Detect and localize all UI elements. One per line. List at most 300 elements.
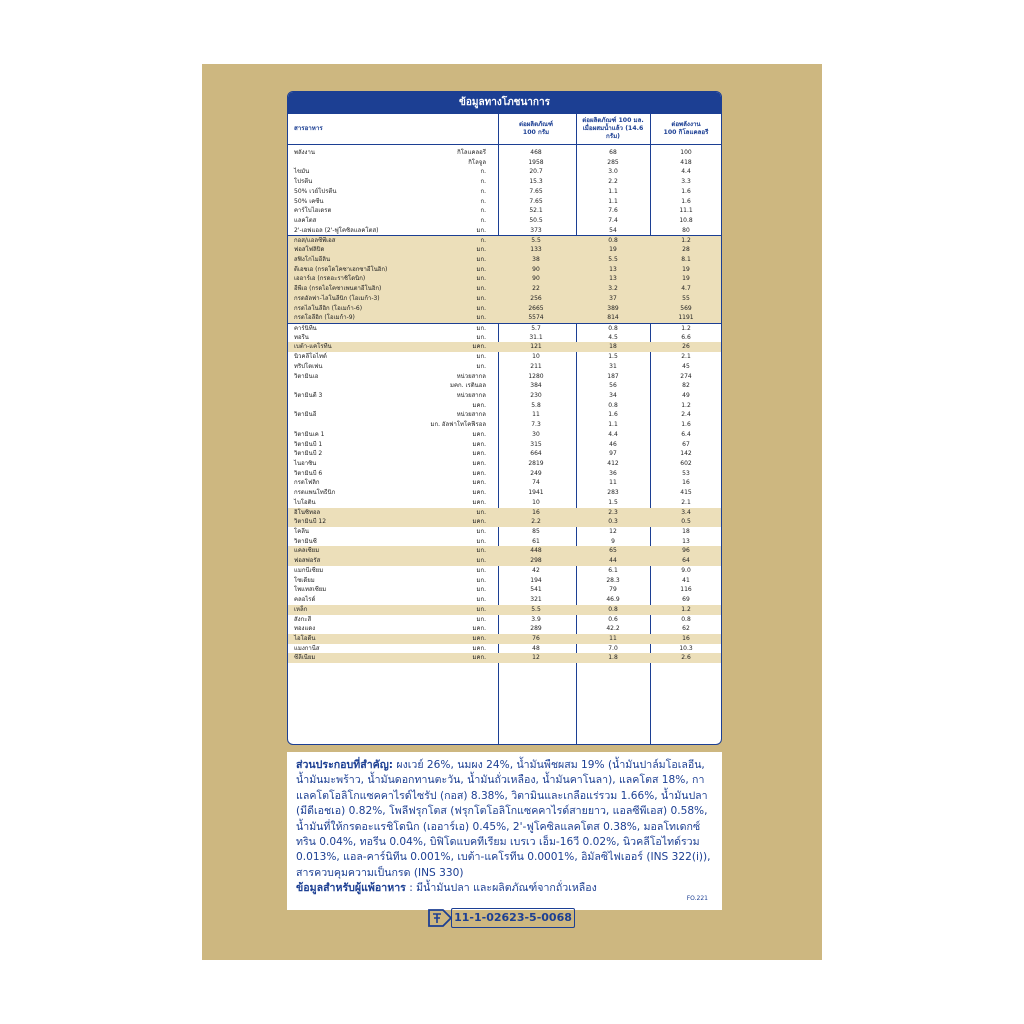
- nutrient-name: กรดอัลฟา-ไลโนลีนิก (โอเมก้า-3): [294, 294, 380, 302]
- nutrient-name: นิวคลีโอไทด์: [294, 353, 327, 361]
- value-per-100g: 256: [530, 294, 542, 302]
- value-per-100ml: 7.6: [608, 207, 618, 215]
- value-per-100g: 11: [532, 411, 540, 419]
- table-row: [288, 216, 721, 226]
- value-per-100g: 90: [532, 275, 540, 283]
- nutrient-name: 2'-เอฟแอล (2'-ฟูโคซิลแลคโตส): [294, 226, 379, 234]
- table-row: [288, 313, 721, 323]
- nutrient-unit: มคก.: [472, 460, 486, 467]
- table-row: [288, 469, 721, 479]
- table-row: [288, 235, 721, 245]
- nutrient-unit: มคก.: [472, 469, 486, 477]
- value-per-100ml: 1.1: [608, 197, 618, 205]
- value-per-100g: 74: [532, 479, 540, 487]
- value-per-100ml: 28.3: [606, 576, 620, 584]
- value-per-100ml: 46.9: [606, 596, 620, 604]
- table-row: [288, 362, 721, 372]
- value-per-100kcal: 4.7: [681, 285, 691, 293]
- table-row: [288, 624, 721, 634]
- value-per-100kcal: 1191: [678, 314, 694, 322]
- value-per-100g: 1941: [528, 489, 544, 497]
- value-per-100g: 5.7: [531, 324, 541, 332]
- nutrient-name: โคลีน: [294, 528, 310, 536]
- value-per-100g: 5.8: [531, 401, 541, 409]
- nutrient-name: กรดแพนโทธีนิก: [294, 489, 336, 497]
- value-per-100kcal: 1.2: [681, 401, 691, 409]
- nutrient-unit: มคก.: [472, 625, 486, 633]
- value-per-100g: 194: [530, 576, 542, 584]
- value-per-100ml: 34: [609, 391, 617, 399]
- value-per-100g: 384: [530, 382, 542, 390]
- value-per-100g: 121: [530, 343, 542, 351]
- nutrient-name: 50% เวย์โปรตีน: [294, 187, 337, 195]
- value-per-100ml: 31: [609, 362, 617, 370]
- nutrient-name: โพแทสเซียม: [294, 586, 327, 594]
- table-row: [288, 226, 721, 236]
- nutrient-unit: มคก.: [472, 430, 486, 438]
- value-per-100kcal: 13: [682, 537, 690, 545]
- value-per-100g: 30: [532, 430, 540, 438]
- value-per-100g: 315: [530, 440, 542, 448]
- value-per-100g: 133: [530, 246, 542, 254]
- table-row: [288, 478, 721, 488]
- nutrient-unit: มคก.: [472, 489, 486, 497]
- table-row: [288, 265, 721, 275]
- value-per-100kcal: 602: [680, 460, 692, 467]
- nutrient-unit: มก. อัลฟาโทโคฟีรอล: [430, 421, 486, 429]
- nutrient-unit: ก.: [480, 178, 486, 186]
- value-per-100ml: 0.6: [608, 615, 618, 623]
- nutrient-unit: หน่วยสากล: [456, 372, 486, 380]
- value-per-100ml: 13: [609, 275, 617, 283]
- value-per-100kcal: 415: [680, 489, 692, 497]
- nutrition-table-header: [288, 114, 721, 145]
- table-row: [288, 177, 721, 187]
- table-row: [288, 537, 721, 547]
- nutrient-unit: มก.: [476, 285, 486, 293]
- table-row: [288, 352, 721, 362]
- nutrition-table: [287, 91, 722, 745]
- value-per-100kcal: 18: [682, 528, 690, 536]
- nutrient-name: อิโนซิทอล: [294, 508, 321, 516]
- value-per-100g: 321: [530, 596, 542, 604]
- nutrient-unit: มคก. เรตินอล: [450, 382, 486, 390]
- table-row: [288, 206, 721, 216]
- nutrient-unit: หน่วยสากล: [456, 391, 486, 399]
- value-per-100kcal: 116: [680, 586, 692, 594]
- table-row: [288, 517, 721, 527]
- table-row: [288, 498, 721, 508]
- value-per-100ml: 37: [609, 294, 617, 302]
- value-per-100ml: 7.0: [608, 644, 618, 652]
- value-per-100kcal: 67: [682, 440, 690, 448]
- nutrient-name: คาร์นิทีน: [294, 324, 317, 332]
- value-per-100ml: 68: [609, 149, 617, 156]
- value-per-100g: 7.65: [529, 187, 543, 195]
- value-per-100kcal: 3.4: [681, 508, 691, 516]
- table-row: [288, 323, 721, 333]
- value-per-100ml: 0.8: [608, 401, 618, 409]
- table-row: [288, 381, 721, 391]
- value-per-100ml: 0.8: [608, 605, 618, 613]
- table-row: [288, 372, 721, 382]
- nutrient-name: กรดไลโนลีอิก (โอเมก้า-6): [294, 304, 363, 312]
- value-per-100ml: 4.4: [608, 430, 618, 438]
- registration-mark: [427, 907, 577, 929]
- table-row: [288, 197, 721, 207]
- nutrient-name: กรดโอลีอิก (โอเมก้า-9): [294, 314, 355, 322]
- value-per-100ml: 2.3: [608, 508, 618, 516]
- value-per-100ml: 42.2: [606, 625, 620, 633]
- nutrient-unit: มก.: [476, 586, 486, 594]
- nutrient-name: วิตามินบี 6: [294, 469, 323, 477]
- nutrient-unit: มคก.: [472, 498, 486, 506]
- value-per-100ml: 44: [609, 557, 617, 565]
- nutrient-name: คลอไรด์: [294, 596, 316, 604]
- value-per-100ml: 19: [609, 246, 617, 254]
- nutrient-unit: หน่วยสากล: [456, 411, 486, 419]
- value-per-100ml: 11: [609, 634, 617, 642]
- value-per-100kcal: 19: [682, 265, 690, 273]
- nutrition-rows: [288, 145, 721, 663]
- value-per-100ml: 65: [609, 547, 617, 555]
- value-per-100g: 20.7: [529, 168, 543, 176]
- value-per-100ml: 389: [607, 304, 619, 312]
- nutrient-unit: ก.: [480, 207, 486, 215]
- value-per-100ml: 412: [607, 460, 619, 467]
- value-per-100kcal: 64: [682, 557, 690, 565]
- nutrient-unit: มคก.: [472, 450, 486, 458]
- nutrient-name: เออาร์เอ (กรดอะราชิโดนิก): [294, 275, 366, 283]
- table-row: [288, 508, 721, 518]
- nutrient-name: พลังงาน: [294, 149, 315, 156]
- value-per-100ml: 1.8: [608, 654, 618, 662]
- nutrient-unit: มก.: [476, 324, 486, 332]
- value-per-100ml: 0.8: [608, 324, 618, 332]
- nutrient-unit: มก.: [476, 304, 486, 312]
- header-per-100g: ต่อผลิตภัณฑ์ 100 กรัม: [518, 121, 554, 136]
- table-row: [288, 634, 721, 644]
- value-per-100g: 52.1: [529, 207, 543, 215]
- nutrient-name: แคลเซียม: [294, 547, 320, 555]
- value-per-100kcal: 1.2: [681, 324, 691, 332]
- nutrient-name: วิตามินเค 1: [294, 430, 325, 438]
- nutrient-name: ทอรีน: [294, 333, 309, 341]
- nutrient-name: กอส/แอลซีพีเอส: [294, 237, 336, 245]
- value-per-100kcal: 8.1: [681, 255, 691, 263]
- value-per-100ml: 2.2: [608, 178, 618, 186]
- ingredients-list: ผงเวย์ 26%, นมผง 24%, น้ำมันพืชผสม 19% (น้ำมันปาล์มโอเลอีน, น้ำมันมะพร้าว, น้ำมันดอกทานตะวัน, น้ำมันถั่วเหลือง, น้ำมันคาโนลา), แลคโตส 18%, กาแลคโตโอลิโกแซคคาไรด์ไซรัป (กอส) 8.38%, วิตามินและเกลือแร่รวม 1.66%, น้ำมันปลา (มีดีเอชเอ) 0.82%, โพลีฟรุกโตส (ฟรุกโตโอลิโกแซคคาไรด์สายยาว, แอลซีพีเอส) 0.58%, น้ำมันที่ให้กรดอะแรชิโดนิก (เออาร์เอ) 0.45%, 2'-ฟูโคซิลแลคโตส 0.38%, มอลโทเดกซ์ทริน 0.04%, ทอรีน 0.04%, บิฟิโดแบคทีเรียม เบรเว เอ็ม-16วี 0.02%, นิวคลีโอไทด์รวม 0.013%, แอล-คาร์นิทีน 0.001%, เบต้า-แคโรทีน 0.0001%, อิมัลซิไฟเออร์ (INS 322(i)), สารควบคุมความเป็นกรด (INS 330): [296, 759, 711, 879]
- table-row: [288, 333, 721, 343]
- value-per-100ml: 814: [607, 314, 619, 322]
- nutrient-unit: มก.: [476, 362, 486, 370]
- value-per-100g: 48: [532, 644, 540, 652]
- value-per-100ml: 18: [609, 343, 617, 351]
- nutrient-unit: มก.: [476, 566, 486, 574]
- value-per-100ml: 1.6: [608, 411, 618, 419]
- value-per-100kcal: 3.3: [681, 178, 691, 186]
- nutrient-unit: ก.: [480, 237, 486, 245]
- table-row: [288, 605, 721, 615]
- nutrient-unit: มก.: [476, 596, 486, 604]
- table-row: [288, 653, 721, 663]
- value-per-100kcal: 1.6: [681, 421, 691, 429]
- value-per-100kcal: 10.3: [679, 644, 693, 652]
- nutrient-unit: ก.: [480, 217, 486, 225]
- value-per-100g: 85: [532, 528, 540, 536]
- nutrient-unit: มคก.: [472, 644, 486, 652]
- table-row: [288, 527, 721, 537]
- nutrient-name: วิตามินดี 3: [294, 391, 323, 399]
- value-per-100ml: 11: [609, 479, 617, 487]
- value-per-100g: 61: [532, 537, 540, 545]
- table-row: [288, 556, 721, 566]
- value-per-100kcal: 4.4: [681, 168, 691, 176]
- value-per-100ml: 1.5: [608, 498, 618, 506]
- nutrient-unit: มก.: [476, 537, 486, 545]
- table-row: [288, 148, 721, 158]
- value-per-100g: 1958: [528, 158, 544, 166]
- value-per-100g: 541: [530, 586, 542, 594]
- value-per-100g: 211: [530, 362, 542, 370]
- nutrient-name: วิตามินอี: [294, 411, 317, 419]
- value-per-100kcal: 1.2: [681, 605, 691, 613]
- nutrient-name: ฟอสโฟลิปิด: [294, 246, 325, 254]
- value-per-100g: 5.5: [531, 605, 541, 613]
- header-nutrient: สารอาหาร: [294, 125, 323, 133]
- value-per-100g: 10: [532, 353, 540, 361]
- value-per-100kcal: 10.8: [679, 217, 693, 225]
- nutrient-unit: มก.: [476, 557, 486, 565]
- value-per-100ml: 6.1: [608, 566, 618, 574]
- value-per-100ml: 4.5: [608, 333, 618, 341]
- value-per-100g: 22: [532, 285, 540, 293]
- value-per-100kcal: 82: [682, 382, 690, 390]
- value-per-100ml: 12: [609, 528, 617, 536]
- table-row: [288, 255, 721, 265]
- value-per-100g: 468: [530, 149, 542, 156]
- value-per-100g: 298: [530, 557, 542, 565]
- nutrient-unit: มก.: [476, 265, 486, 273]
- nutrient-name: ไนอาซิน: [294, 460, 317, 467]
- nutrient-name: โปรตีน: [294, 178, 313, 186]
- nutrient-name: ฟอสฟอรัส: [294, 557, 321, 565]
- value-per-100kcal: 80: [682, 226, 690, 234]
- value-per-100ml: 283: [607, 489, 619, 497]
- value-per-100g: 2819: [528, 460, 544, 467]
- value-per-100kcal: 62: [682, 625, 690, 633]
- table-row: [288, 449, 721, 459]
- nutrient-unit: มก.: [476, 528, 486, 536]
- nutrient-unit: มคก.: [472, 401, 486, 409]
- nutrient-unit: กิโลจูล: [468, 158, 486, 166]
- table-row: [288, 245, 721, 255]
- value-per-100ml: 0.8: [608, 237, 618, 245]
- value-per-100kcal: 2.1: [681, 353, 691, 361]
- table-row: [288, 576, 721, 586]
- nutrient-unit: มก.: [476, 294, 486, 302]
- nutrient-unit: มคก.: [472, 654, 486, 662]
- value-per-100ml: 13: [609, 265, 617, 273]
- table-row: [288, 167, 721, 177]
- nutrient-unit: ก.: [480, 187, 486, 195]
- allergen-info: [296, 881, 713, 896]
- value-per-100g: 31.1: [529, 333, 543, 341]
- table-row: [288, 595, 721, 605]
- value-per-100ml: 1.1: [608, 421, 618, 429]
- nutrient-name: วิตามินเอ: [294, 372, 319, 380]
- nutrient-unit: มคก.: [472, 343, 486, 351]
- value-per-100kcal: 16: [682, 479, 690, 487]
- value-per-100kcal: 28: [682, 246, 690, 254]
- nutrient-name: ซีลีเนียม: [294, 654, 316, 662]
- value-per-100ml: 1.5: [608, 353, 618, 361]
- allergen-text: : มีน้ำมันปลา และผลิตภัณฑ์จากถั่วเหลือง: [405, 882, 597, 895]
- table-row: [288, 615, 721, 625]
- value-per-100g: 373: [530, 226, 542, 234]
- ingredients-panel: [287, 752, 722, 910]
- nutrient-unit: มก.: [476, 615, 486, 623]
- table-row: [288, 304, 721, 314]
- value-per-100ml: 187: [607, 372, 619, 380]
- value-per-100g: 7.3: [531, 421, 541, 429]
- nutrient-name: ทองแดง: [294, 625, 316, 633]
- value-per-100kcal: 2.6: [681, 654, 691, 662]
- nutrient-unit: มก.: [476, 314, 486, 322]
- table-row: [288, 274, 721, 284]
- value-per-100ml: 56: [609, 382, 617, 390]
- value-per-100ml: 3.0: [608, 168, 618, 176]
- table-row: [288, 187, 721, 197]
- value-per-100kcal: 1.2: [681, 237, 691, 245]
- nutrient-unit: มก.: [476, 255, 486, 263]
- formula-code: FO.221: [686, 894, 708, 902]
- nutrient-name: แมกนีเซียม: [294, 566, 324, 574]
- nutrient-unit: มก.: [476, 226, 486, 234]
- value-per-100g: 249: [530, 469, 542, 477]
- value-per-100kcal: 2.4: [681, 411, 691, 419]
- nutrient-unit: กิโลแคลอรี: [457, 149, 486, 156]
- value-per-100kcal: 9.0: [681, 566, 691, 574]
- nutrient-unit: มก.: [476, 508, 486, 516]
- nutrient-unit: ก.: [480, 168, 486, 176]
- table-row: [288, 546, 721, 556]
- table-row: [288, 420, 721, 430]
- value-per-100kcal: 1.6: [681, 197, 691, 205]
- value-per-100g: 7.65: [529, 197, 543, 205]
- value-per-100ml: 46: [609, 440, 617, 448]
- value-per-100g: 2665: [528, 304, 544, 312]
- ingredients-label: ส่วนประกอบที่สำคัญ:: [296, 759, 394, 771]
- nutrient-name: โซเดียม: [294, 576, 315, 584]
- table-row: [288, 440, 721, 450]
- header-per-100kcal: ต่อพลังงาน 100 กิโลแคลอรี: [663, 121, 709, 136]
- value-per-100ml: 54: [609, 226, 617, 234]
- allergen-label: ข้อมูลสำหรับผู้แพ้อาหาร: [296, 882, 406, 895]
- value-per-100g: 76: [532, 634, 540, 642]
- value-per-100kcal: 6.4: [681, 430, 691, 438]
- value-per-100ml: 79: [609, 586, 617, 594]
- nutrient-unit: มคก.: [472, 634, 486, 642]
- table-row: [288, 158, 721, 168]
- table-row: [288, 284, 721, 294]
- table-row: [288, 430, 721, 440]
- header-per-100ml: ต่อผลิตภัณฑ์ 100 มล. เมื่อผสมน้ำแล้ว (14.6 กรัม): [582, 117, 644, 140]
- nutrient-name: สฟิงโกไมอีลิน: [294, 255, 331, 263]
- nutrient-name: ดีเอชเอ (กรดโดโคซาเฮกซาอีโนอิก): [294, 265, 388, 273]
- nutrient-name: ไขมัน: [294, 168, 310, 176]
- table-row: [288, 585, 721, 595]
- nutrient-name: เหล็ก: [294, 605, 308, 613]
- value-per-100ml: 9: [611, 537, 615, 545]
- value-per-100g: 448: [530, 547, 542, 555]
- value-per-100kcal: 569: [680, 304, 692, 312]
- value-per-100kcal: 69: [682, 596, 690, 604]
- value-per-100ml: 5.5: [608, 255, 618, 263]
- nutrient-unit: ก.: [480, 197, 486, 205]
- nutrient-unit: มก.: [476, 246, 486, 254]
- value-per-100ml: 285: [607, 158, 619, 166]
- value-per-100kcal: 418: [680, 158, 692, 166]
- nutrient-unit: มก.: [476, 605, 486, 613]
- value-per-100kcal: 6.6: [681, 333, 691, 341]
- value-per-100ml: 7.4: [608, 217, 618, 225]
- value-per-100g: 50.5: [529, 217, 543, 225]
- table-row: [288, 342, 721, 352]
- nutrient-name: เบต้า-แคโรทีน: [294, 343, 332, 351]
- value-per-100kcal: 0.5: [681, 518, 691, 526]
- value-per-100kcal: 0.8: [681, 615, 691, 623]
- value-per-100kcal: 16: [682, 634, 690, 642]
- value-per-100kcal: 11.1: [679, 207, 693, 215]
- table-row: [288, 566, 721, 576]
- nutrient-unit: มคก.: [472, 518, 486, 526]
- nutrient-unit: มก.: [476, 353, 486, 361]
- nutrition-table-title: ข้อมูลทางโภชนาการ: [288, 92, 721, 114]
- value-per-100ml: 97: [609, 450, 617, 458]
- value-per-100g: 1280: [528, 372, 544, 380]
- fda-mark-icon: [427, 907, 453, 929]
- nutrient-name: กรดโฟลิก: [294, 479, 320, 487]
- value-per-100ml: 0.3: [608, 518, 618, 526]
- value-per-100ml: 36: [609, 469, 617, 477]
- nutrient-name: วิตามินบี 12: [294, 518, 327, 526]
- value-per-100kcal: 45: [682, 362, 690, 370]
- table-row: [288, 410, 721, 420]
- value-per-100g: 38: [532, 255, 540, 263]
- value-per-100kcal: 96: [682, 547, 690, 555]
- value-per-100kcal: 53: [682, 469, 690, 477]
- nutrient-name: วิตามินบี 1: [294, 440, 323, 448]
- value-per-100g: 16: [532, 508, 540, 516]
- value-per-100g: 2.2: [531, 518, 541, 526]
- nutrient-name: คาร์โบไฮเดรต: [294, 207, 332, 215]
- value-per-100kcal: 26: [682, 343, 690, 351]
- nutrient-name: ไอโอดีน: [294, 634, 316, 642]
- table-row: [288, 488, 721, 498]
- value-per-100ml: 3.2: [608, 285, 618, 293]
- value-per-100g: 664: [530, 450, 542, 458]
- table-row: [288, 459, 721, 469]
- nutrient-name: วิตามินซี: [294, 537, 317, 545]
- value-per-100g: 230: [530, 391, 542, 399]
- value-per-100g: 90: [532, 265, 540, 273]
- value-per-100g: 15.3: [529, 178, 543, 186]
- value-per-100g: 3.9: [531, 615, 541, 623]
- nutrient-unit: มก.: [476, 333, 486, 341]
- nutrient-unit: มคก.: [472, 479, 486, 487]
- value-per-100kcal: 55: [682, 294, 690, 302]
